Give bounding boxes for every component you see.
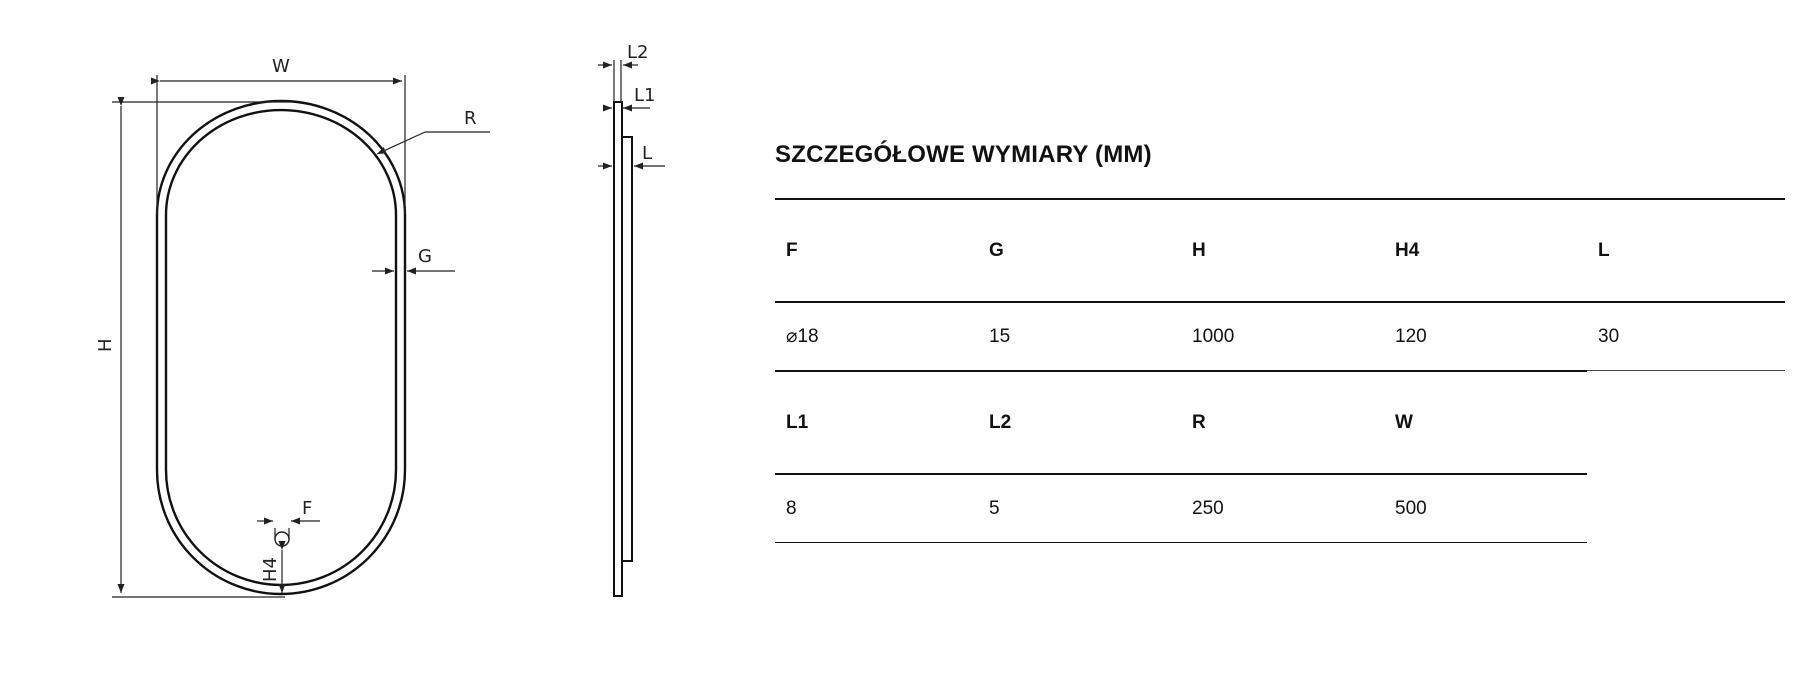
- value-cell: 30: [1598, 325, 1620, 347]
- front-view: [95, 56, 490, 597]
- value-cell: 250: [1192, 497, 1224, 519]
- header-cell: F: [786, 239, 798, 261]
- value-cell: ⌀18: [786, 326, 819, 347]
- header-cell: L1: [786, 411, 809, 433]
- mirror-outer-outline: [157, 101, 405, 594]
- value-cell: 500: [1395, 497, 1427, 519]
- label-l1: L1: [634, 85, 656, 106]
- value-cell: 5: [989, 497, 1000, 519]
- mirror-inner-outline: [166, 110, 396, 585]
- label-g: G: [418, 246, 432, 267]
- label-l: L: [642, 143, 653, 164]
- header-cell: L: [1598, 239, 1610, 261]
- label-h4: H4: [260, 557, 281, 582]
- radius-leader: [377, 132, 425, 154]
- label-r: R: [464, 108, 477, 129]
- hole-circle: [275, 532, 289, 546]
- dimensions-table: [775, 140, 1785, 543]
- value-cell: 120: [1395, 325, 1427, 347]
- header-cell: L2: [989, 411, 1012, 433]
- section-title: SZCZEGÓŁOWE WYMIARY (MM): [775, 141, 1152, 168]
- side-view: [598, 42, 665, 596]
- label-f: F: [302, 498, 313, 519]
- header-cell: H: [1192, 239, 1206, 261]
- value-cell: 8: [786, 497, 797, 519]
- value-cell: 1000: [1192, 325, 1235, 347]
- mirror-back-frame-side: [622, 137, 632, 561]
- label-w: W: [272, 56, 290, 77]
- header-cell: G: [989, 239, 1004, 261]
- header-cell: W: [1395, 411, 1413, 433]
- header-cell: R: [1192, 411, 1206, 433]
- table-value-row: [775, 301, 1785, 370]
- label-h: H: [95, 338, 116, 352]
- mirror-glass-side: [614, 102, 622, 596]
- table-header-row: [775, 370, 1587, 473]
- header-cell: H4: [1395, 239, 1420, 261]
- value-cell: 15: [989, 325, 1011, 347]
- label-l2: L2: [627, 42, 649, 63]
- table-header-row: [775, 198, 1785, 301]
- table-value-row: [775, 473, 1587, 543]
